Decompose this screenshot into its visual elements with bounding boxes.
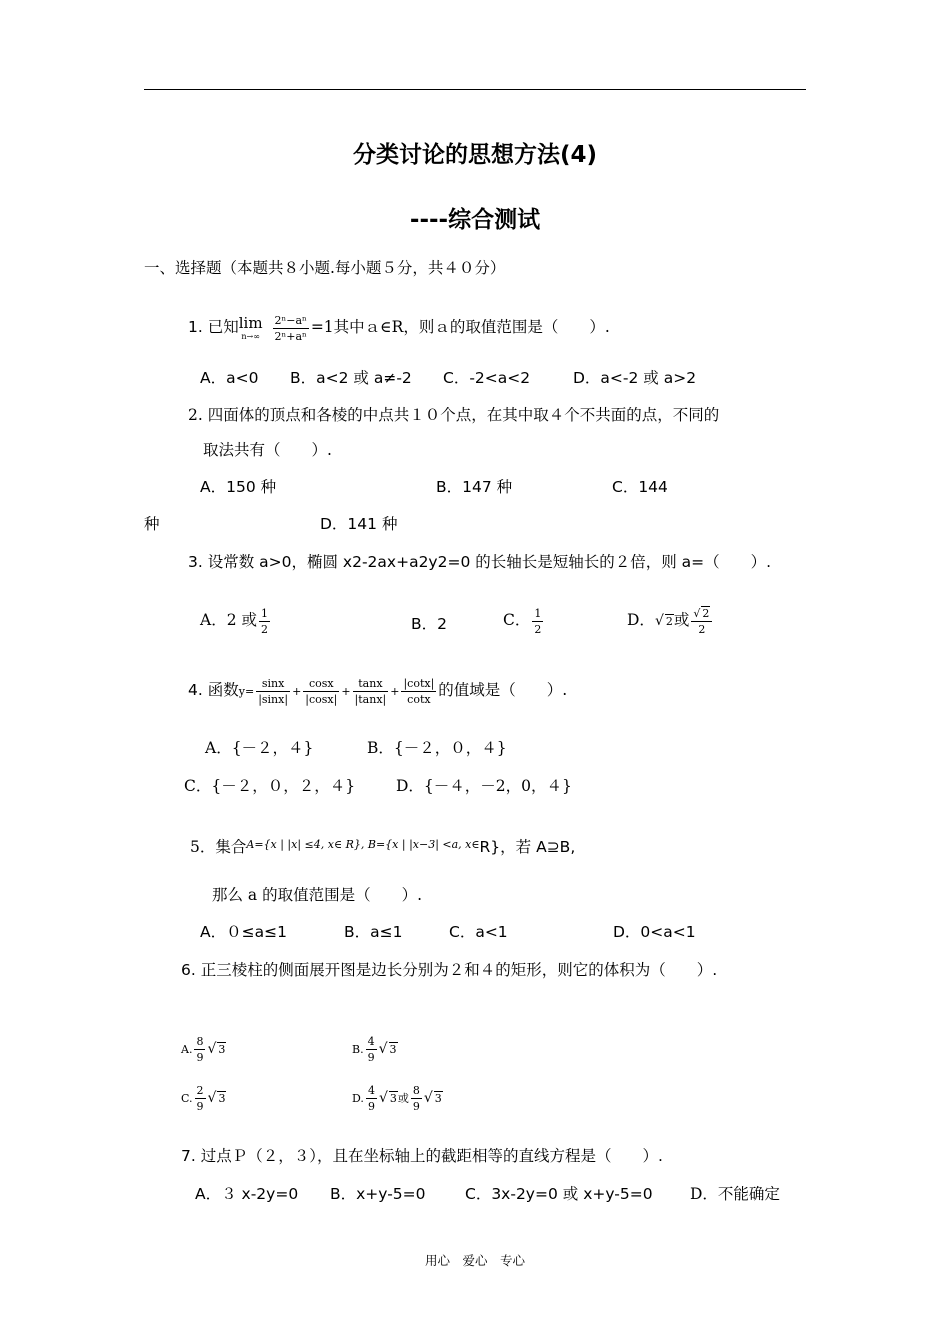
q5-line-2: 那么 a 的取值范围是（ ）. xyxy=(212,886,423,904)
q4-t2-num: cosx xyxy=(303,676,339,692)
q6-c-radicand: 3 xyxy=(218,1092,226,1105)
q4-term-1 xyxy=(256,676,290,707)
q6-option-b xyxy=(352,1030,398,1068)
q6-c-label: C. xyxy=(181,1092,193,1105)
q6-d-den-1: 9 xyxy=(367,1099,375,1113)
q3-text: 3. 设常数 a>0，椭圆 x2-2ax+a2y2=0 的长轴长是短轴长的２倍，则 a=（ ）. xyxy=(188,553,772,571)
q6-b-label: B. xyxy=(352,1043,364,1056)
q7-option-a: A．３ x-2y=0 xyxy=(195,1185,299,1203)
page-footer: 用心 爱心 专心 xyxy=(424,1253,525,1268)
q6-d-num-1: 4 xyxy=(367,1083,375,1097)
q6-d-den-2: 9 xyxy=(412,1099,420,1113)
q4-t1-num: sinx xyxy=(256,676,290,692)
q3-c-fraction xyxy=(532,606,543,637)
q4-number: 4. xyxy=(188,681,203,699)
header-rule xyxy=(144,89,806,90)
q4-t4-den: cotx xyxy=(407,692,431,706)
q6-c-fraction xyxy=(195,1083,206,1114)
q6-d-or: 或 xyxy=(397,1092,409,1105)
q3-a-num: 1 xyxy=(260,606,268,620)
q6-option-c xyxy=(181,1079,226,1117)
q2-option-c: C．144 xyxy=(612,478,668,496)
q1-frac-num: 2ⁿ−aⁿ xyxy=(274,313,307,327)
q3-d-fraction xyxy=(691,606,712,637)
q4-y-eq: y= xyxy=(238,685,255,698)
q3-a-fraction xyxy=(259,606,270,637)
q3-a-label: A．2 或 xyxy=(200,611,257,629)
q4-t3-den: |tanx| xyxy=(354,692,387,706)
q3-option-a xyxy=(200,602,272,638)
q2-option-c-wrap: 种 xyxy=(144,515,160,533)
q3-c-label: C． xyxy=(503,611,531,629)
section-heading: 一、选择题（本题共８小题.每小题５分，共４０分） xyxy=(144,259,506,277)
q6-d-fraction-1 xyxy=(366,1083,377,1114)
q4-option-a: A．{－２，４} xyxy=(205,739,314,757)
q4-plus-1: + xyxy=(292,685,302,698)
q3-c-num: 1 xyxy=(534,606,542,620)
q1-lead: 已知 xyxy=(207,318,239,336)
q1-tail: 其中ａ∈R，则ａ的取值范围是（ ）. xyxy=(333,318,610,336)
page-subtitle: ----综合测试 xyxy=(409,207,541,233)
q5-lead: 5．集合 xyxy=(190,838,247,856)
q1-lim-text: lim xyxy=(238,313,263,332)
q6-a-radical-sign: √ xyxy=(207,1041,217,1057)
q6-d-radicand-2: 3 xyxy=(434,1092,442,1105)
q3-a-den: 2 xyxy=(260,622,268,636)
q3-d-label: D． xyxy=(627,611,655,629)
q4-plus-2: + xyxy=(341,685,351,698)
q5-option-b: B．a≤1 xyxy=(344,923,403,941)
q1-frac-den: 2ⁿ+aⁿ xyxy=(274,329,307,343)
q3-d-radicand: 2 xyxy=(665,615,673,628)
q4-t3-num: tanx xyxy=(353,676,389,692)
q6-a-radicand: 3 xyxy=(218,1043,226,1056)
q6-b-den: 9 xyxy=(367,1050,375,1064)
q4-tail: 的值域是（ ）. xyxy=(438,681,568,699)
q6-b-radical-sign: √ xyxy=(378,1041,388,1057)
q6-c-num: 2 xyxy=(196,1083,204,1097)
q4-term-3 xyxy=(353,676,389,707)
q6-c-den: 9 xyxy=(196,1099,204,1113)
q6-d-radical-sign-2: √ xyxy=(423,1090,433,1106)
q5-option-c: C．a<1 xyxy=(449,923,508,941)
page-title: 分类讨论的思想方法(4) xyxy=(352,142,598,168)
q5-set-expression: A={x | |x| ≤4, x∈ R}, B={x | |x−3| <a, x∈ xyxy=(246,838,480,851)
q3-d-den: 2 xyxy=(698,622,706,636)
q2-line-1: 2. 四面体的顶点和各棱的中点共１０个点，在其中取４个不共面的点，不同的 xyxy=(188,406,720,424)
q1-number: 1. xyxy=(188,318,203,336)
q1-option-a: A．a<0 xyxy=(200,369,259,387)
q2-option-a: A．150 种 xyxy=(200,478,277,496)
question-5 xyxy=(190,827,575,865)
q6-b-radicand: 3 xyxy=(389,1043,397,1056)
q6-option-a xyxy=(181,1030,226,1068)
q1-fraction xyxy=(273,313,309,344)
q2-option-d: D．141 种 xyxy=(320,515,398,533)
q1-option-d: D．a<-2 或 a>2 xyxy=(573,369,697,387)
q6-d-num-2: 8 xyxy=(412,1083,420,1097)
q6-option-d xyxy=(352,1079,443,1117)
q6-c-radical-sign: √ xyxy=(207,1090,217,1106)
q7-option-c: C．3x-2y=0 或 x+y-5=0 xyxy=(465,1185,653,1203)
q4-option-c: C．{－２，０，２，４} xyxy=(184,777,356,795)
q3-option-b: B．2 xyxy=(411,615,447,633)
q7-option-b: B．x+y-5=0 xyxy=(330,1185,426,1203)
q5-option-a: A．０≤a≤1 xyxy=(200,923,287,941)
q3-c-den: 2 xyxy=(534,622,542,636)
q4-t4-num: |cotx| xyxy=(403,676,435,690)
q6-b-num: 4 xyxy=(367,1034,375,1048)
q1-limit xyxy=(239,315,263,342)
q3-d-or: 或 xyxy=(673,611,690,629)
q3-d-num xyxy=(691,606,712,622)
q1-eq: =1 xyxy=(310,318,334,336)
q4-lead: 函数 xyxy=(207,681,239,699)
q4-option-d: D．{－４，－2，0，４} xyxy=(396,777,572,795)
q4-t1-den: |sinx| xyxy=(258,692,289,706)
q6-a-num: 8 xyxy=(196,1034,204,1048)
q5-tail: R}，若 A⊇B, xyxy=(479,838,576,856)
q3-d-radical-sign: √ xyxy=(654,613,664,629)
q6-d-label: D. xyxy=(352,1092,364,1105)
question-4 xyxy=(188,670,567,712)
q6-text: 6. 正三棱柱的侧面展开图是边长分别为２和４的矩形，则它的体积为（ ）. xyxy=(181,961,718,979)
q1-option-c: C．-2<a<2 xyxy=(443,369,531,387)
q3-option-c xyxy=(503,602,545,638)
q5-option-d: D．0<a<1 xyxy=(613,923,696,941)
q1-option-b: B．a<2 或 a≠-2 xyxy=(290,369,412,387)
q3-option-d xyxy=(627,602,714,639)
q3-d-num-radical: √ xyxy=(693,606,701,620)
q6-d-radical-sign-1: √ xyxy=(378,1090,388,1106)
q6-a-den: 9 xyxy=(196,1050,204,1064)
q2-line-2: 取法共有（ ）. xyxy=(203,441,332,459)
q4-t2-den: |cosx| xyxy=(305,692,338,706)
q4-plus-3: + xyxy=(390,685,400,698)
q6-d-fraction-2 xyxy=(411,1083,422,1114)
q4-term-2 xyxy=(303,676,339,707)
q6-d-radicand-1: 3 xyxy=(389,1092,397,1105)
q1-lim-sub: n→∞ xyxy=(241,331,260,341)
q7-option-d: D．不能确定 xyxy=(690,1185,780,1203)
q3-d-num-radicand: 2 xyxy=(702,606,710,620)
q6-a-fraction xyxy=(194,1034,205,1065)
q2-option-b: B．147 种 xyxy=(436,478,513,496)
q6-b-fraction xyxy=(366,1034,377,1065)
q4-option-b: B．{－２，０，４} xyxy=(367,739,507,757)
q6-a-label: A. xyxy=(181,1043,193,1056)
question-1 xyxy=(188,310,610,344)
q4-term-4 xyxy=(401,676,436,707)
q7-text: 7. 过点Ｐ（２，３），且在坐标轴上的截距相等的直线方程是（ ）. xyxy=(181,1147,663,1165)
